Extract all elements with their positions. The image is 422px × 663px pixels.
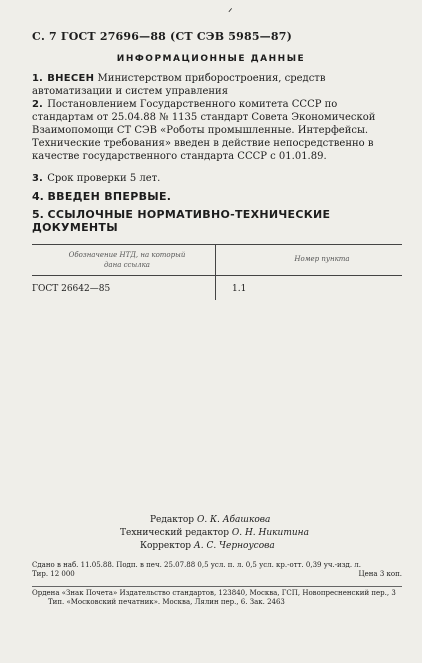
item-number: 3.: [32, 173, 43, 184]
item-text: Постановлением Государственного комитета СССР по стандартам от 25.04.88 № 1135 стандарт Совета Экономической Взаимопомощи СТ СЭВ «Роботы промышленные. Интерфейсы. Технические требования» введен в действие непосредственно в качестве государственного стандарта СССР с 01.01.89.: [32, 99, 376, 162]
table-column-divider: [215, 244, 216, 300]
tech-editor-line: Технический редактор О. Н. Никитина: [120, 528, 309, 538]
item-text: ВВЕДЕН ВПЕРВЫЕ.: [47, 190, 172, 203]
info-item-1: [32, 72, 402, 98]
item-text: Срок проверки 5 лет.: [47, 173, 161, 184]
table-cell-clause: 1.1: [232, 284, 247, 294]
info-item-4: [32, 190, 402, 203]
imprint-line-2: Тир. 12 000 Цена 3 коп.: [32, 570, 402, 578]
reference-table: [32, 244, 402, 300]
page-header: С. 7 ГОСТ 27696—88 (СТ СЭВ 5985—87): [32, 30, 292, 43]
info-item-3: [32, 172, 402, 185]
item-text: Министерством приборостроения, средств автоматизации и систем управления: [32, 73, 326, 97]
table-header-doc: Обозначение НТД, на который дана ссылка: [68, 251, 186, 269]
section-title: ИНФОРМАЦИОННЫЕ ДАННЫЕ: [116, 54, 306, 64]
corrector-line: Корректор А. С. Черноусова: [140, 541, 275, 551]
table-rule-header: [32, 275, 402, 276]
editor-line: Редактор О. К. Абашкова: [150, 515, 271, 525]
corner-mark: ᐟ: [228, 6, 233, 19]
printer-block: [32, 586, 402, 607]
table-cell-doc: ГОСТ 26642—85: [32, 284, 111, 294]
info-item-2: [32, 98, 402, 163]
imprint-block: [32, 561, 402, 579]
table-rule-top: [32, 244, 402, 245]
item-number: 5.: [32, 208, 44, 221]
table-header-clause: Номер пункта: [294, 255, 350, 263]
imprint-line-1: Сдано в наб. 11.05.88. Подп. в печ. 25.07.88 0,5 усл. п. л. 0,5 усл. кр.-отт. 0,39 уч.-изд. л.: [32, 561, 361, 569]
item-number: 1.: [32, 73, 43, 84]
editors-block: [120, 514, 380, 553]
printer-line-1: Ордена «Знак Почета» Издательство стандартов, 123840, Москва, ГСП, Новопресненский пер., 3: [32, 589, 396, 597]
info-item-5: [32, 208, 402, 234]
item-number: 2.: [32, 99, 43, 110]
printer-line-2: Тип. «Московский печатник». Москва, Лялин пер., 6. Зак. 2463: [48, 598, 285, 606]
item-lead: ВНЕСЕН: [47, 73, 95, 84]
item-number: 4.: [32, 190, 44, 203]
item-text: ССЫЛОЧНЫЕ НОРМАТИВНО-ТЕХНИЧЕСКИЕ ДОКУМЕНТЫ: [32, 208, 331, 234]
